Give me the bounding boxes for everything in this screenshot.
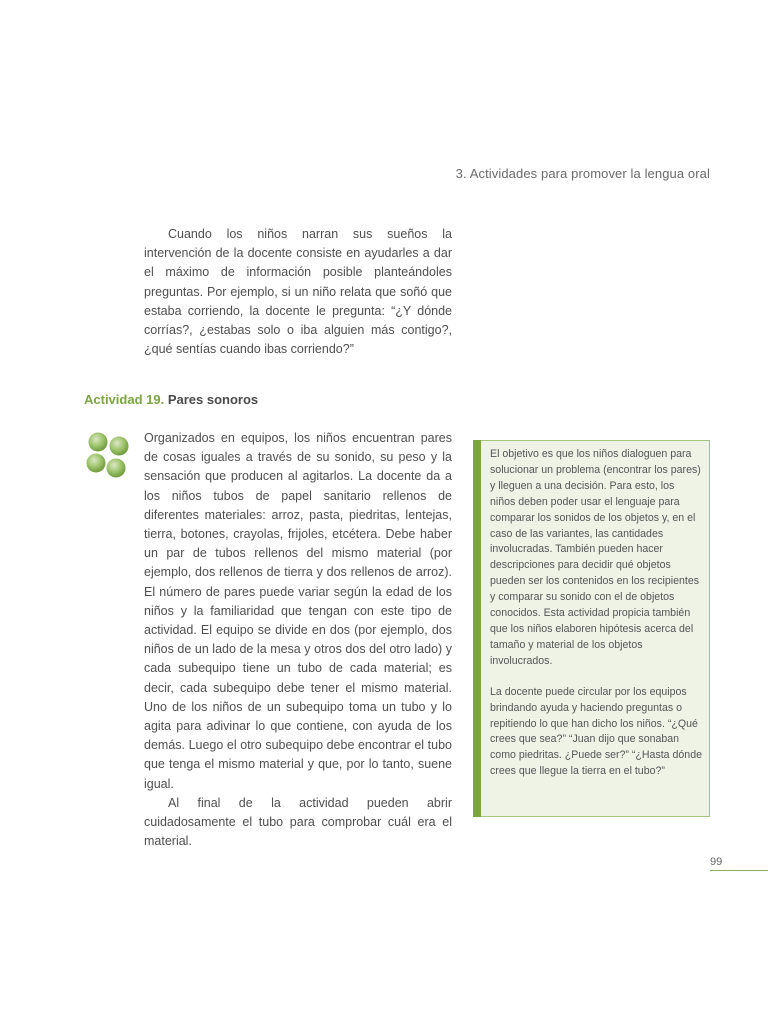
note-text	[490, 447, 702, 780]
activity-title	[84, 392, 258, 407]
four-circles-icon	[84, 431, 134, 481]
note-paragraph-1: El objetivo es que los niños dialoguen para solucionar un problema (encontrar los pares) y lleguen a una decisión. Para esto, los niños deben poder usar el lenguaje para comparar los sonidos de los objetos y, en el caso de las variantes, las cantidades involucradas. También pueden hacer descripciones para decidir qué objetos pueden ser los contenidos en los recipientes y comparar su sonido con el de objetos conocidos. Esta actividad propicia también que los niños elaboren hipótesis acerca del tamaño y material de los objetos involucrados.	[490, 448, 701, 667]
note-accent-bar	[473, 440, 481, 817]
activity-body	[144, 429, 452, 851]
chapter-header: 3. Actividades para promover la lengua oral	[455, 166, 710, 181]
activity-name: Pares sonoros	[167, 392, 259, 407]
intro-paragraph	[144, 225, 452, 359]
note-paragraph-2: La docente puede circular por los equipos brindando ayuda y haciendo preguntas o repitiendo lo que han dicho los niños. “¿Qué crees que sea?” “Juan dijo que sonaban como piedritas. ¿Puede ser?” “¿Hasta dónde crees que llegue la tierra en el tubo?”	[490, 685, 702, 778]
activity-paragraph-1: Organizados en equipos, los niños encuentran pares de cosas iguales a través de su sonido, su peso y la sensación que producen al agitarlos. La docente da a los niños tubos de papel sanitario rellenos de diferentes materiales: arroz, pasta, piedritas, lentejas, tierra, botones, crayolas, frijoles, etcétera. Debe haber un par de tubos rellenos del mismo material (por ejemplo, dos rellenos de tierra y dos rellenos de arroz). El número de pares puede variar según la edad de los niños y la familiaridad que tengan con este tipo de actividad. El equipo se divide en dos (por ejemplo, dos niños de un lado de la mesa y otros dos del otro lado) y cada subequipo tiene un tubo de cada material; es decir, cada subequipo debe tener el mismo material. Uno de los niños de un subequipo toma un tubo y lo agita para adivinar lo que contiene, con ayuda de los demás. Luego el otro subequipo debe encontrar el tubo que tenga el mismo material y que, por lo tanto, suene igual.	[144, 431, 452, 791]
page-number-rule	[710, 870, 768, 871]
page-number	[710, 856, 768, 868]
intro-text: Cuando los niños narran sus sueños la intervención de la docente consiste en ayudarles a dar el máximo de información posible planteándoles preguntas. Por ejemplo, si un niño relata que soñó que estaba corriendo, la docente le pregunta: “¿Y dónde corrías?, ¿estabas solo o iba alguien más contigo?, ¿qué sentías cuando ibas corriendo?”	[144, 227, 452, 357]
activity-paragraph-2: Al final de la actividad pueden abrir cuidadosamente el tubo para comprobar cuál era el material.	[144, 795, 452, 849]
teacher-note-box	[473, 440, 710, 817]
activity-label: Actividad 19.	[84, 392, 165, 407]
page-number-text: 99	[710, 856, 723, 868]
